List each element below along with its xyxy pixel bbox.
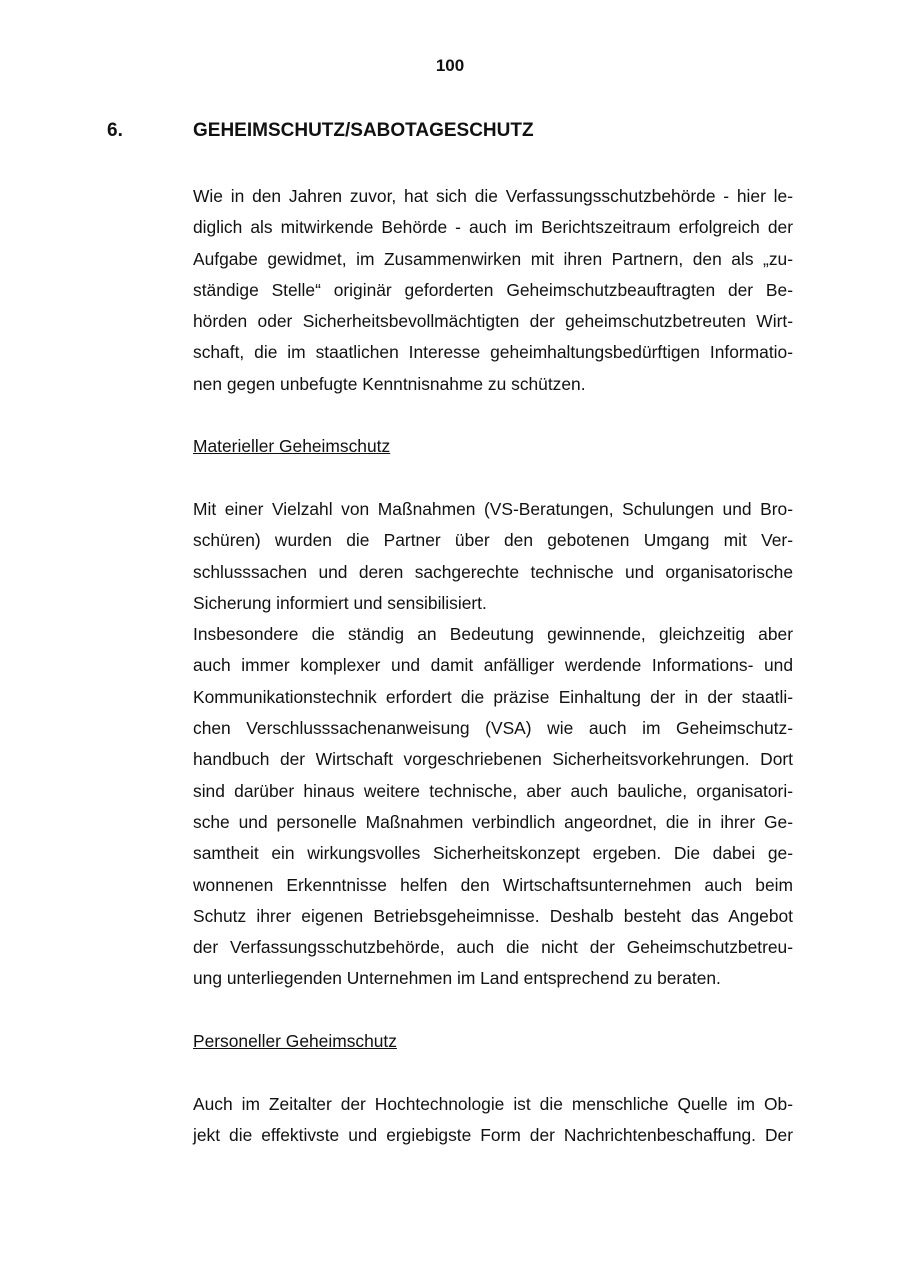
text-line: jekt die effektivste und ergiebigste Form der Nachrichtenbeschaffung. Der bbox=[193, 1124, 793, 1145]
page-number: 100 bbox=[435, 56, 465, 75]
text-line: wonnenen Erkenntnisse helfen den Wirtschaftsunternehmen auch beim bbox=[193, 874, 793, 895]
text-line: schüren) wurden die Partner über den gebotenen Umgang mit Ver- bbox=[193, 530, 793, 551]
text-line: ständige Stelle“ originär geforderten Geheimschutzbeauftragten der Be- bbox=[193, 279, 793, 300]
text-line: auch immer komplexer und damit anfälliger werdende Informations- und bbox=[193, 655, 793, 676]
chapter-title: GEHEIMSCHUTZ/SABOTAGESCHUTZ bbox=[193, 120, 534, 141]
text-line: Sicherung informiert und sensibilisiert. bbox=[193, 592, 487, 613]
text-line: samtheit ein wirkungsvolles Sicherheitskonzept ergeben. Die dabei ge- bbox=[193, 843, 793, 864]
material-paragraph-2 bbox=[193, 619, 793, 995]
section-heading-personal: Personeller Geheimschutz bbox=[193, 1031, 397, 1052]
text-line: Aufgabe gewidmet, im Zusammenwirken mit ihren Partnern, den als „zu- bbox=[193, 248, 793, 269]
section-heading-material: Materieller Geheimschutz bbox=[193, 436, 391, 457]
text-line: Auch im Zeitalter der Hochtechnologie ist die menschliche Quelle im Ob- bbox=[193, 1093, 793, 1114]
text-line: der Verfassungsschutzbehörde, auch die nicht der Geheimschutzbetreu- bbox=[193, 937, 793, 958]
text-line: sind darüber hinaus weitere technische, aber auch bauliche, organisatori- bbox=[193, 780, 793, 801]
text-line: Wie in den Jahren zuvor, hat sich die Verfassungsschutzbehörde - hier le- bbox=[193, 186, 793, 206]
document-body bbox=[193, 181, 793, 1151]
text-line: handbuch der Wirtschaft vorgeschriebenen Sicherheitsvorkehrungen. Dort bbox=[193, 749, 793, 770]
chapter-number: 6. bbox=[107, 120, 123, 141]
text-line: ung unterliegenden Unternehmen im Land entsprechend zu beraten. bbox=[193, 968, 721, 989]
intro-paragraph bbox=[193, 181, 793, 400]
text-line: nen gegen unbefugte Kenntnisnahme zu schützen. bbox=[193, 373, 586, 394]
text-line: chen Verschlusssachenanweisung (VSA) wie auch im Geheimschutz- bbox=[193, 718, 793, 739]
material-paragraph-1 bbox=[193, 494, 793, 619]
text-line: diglich als mitwirkende Behörde - auch im Berichtszeitraum erfolgreich der bbox=[193, 217, 793, 238]
text-line: Schutz ihrer eigenen Betriebsgeheimnisse. Deshalb besteht das Angebot bbox=[193, 905, 793, 926]
text-line: schaft, die im staatlichen Interesse geheimhaltungsbedürftigen Informatio- bbox=[193, 342, 793, 363]
text-line: Mit einer Vielzahl von Maßnahmen (VS-Beratungen, Schulungen und Bro- bbox=[193, 498, 793, 519]
personal-paragraph-1 bbox=[193, 1089, 793, 1152]
text-line: hörden oder Sicherheitsbevollmächtigten der geheimschutzbetreuten Wirt- bbox=[193, 311, 793, 332]
text-line: Insbesondere die ständig an Bedeutung gewinnende, gleichzeitig aber bbox=[193, 624, 793, 645]
text-line: Kommunikationstechnik erfordert die präzise Einhaltung der in der staatli- bbox=[193, 686, 793, 707]
text-line: sche und personelle Maßnahmen verbindlich angeordnet, die in ihrer Ge- bbox=[193, 811, 793, 832]
text-line: schlusssachen und deren sachgerechte technische und organisatorische bbox=[193, 561, 793, 582]
